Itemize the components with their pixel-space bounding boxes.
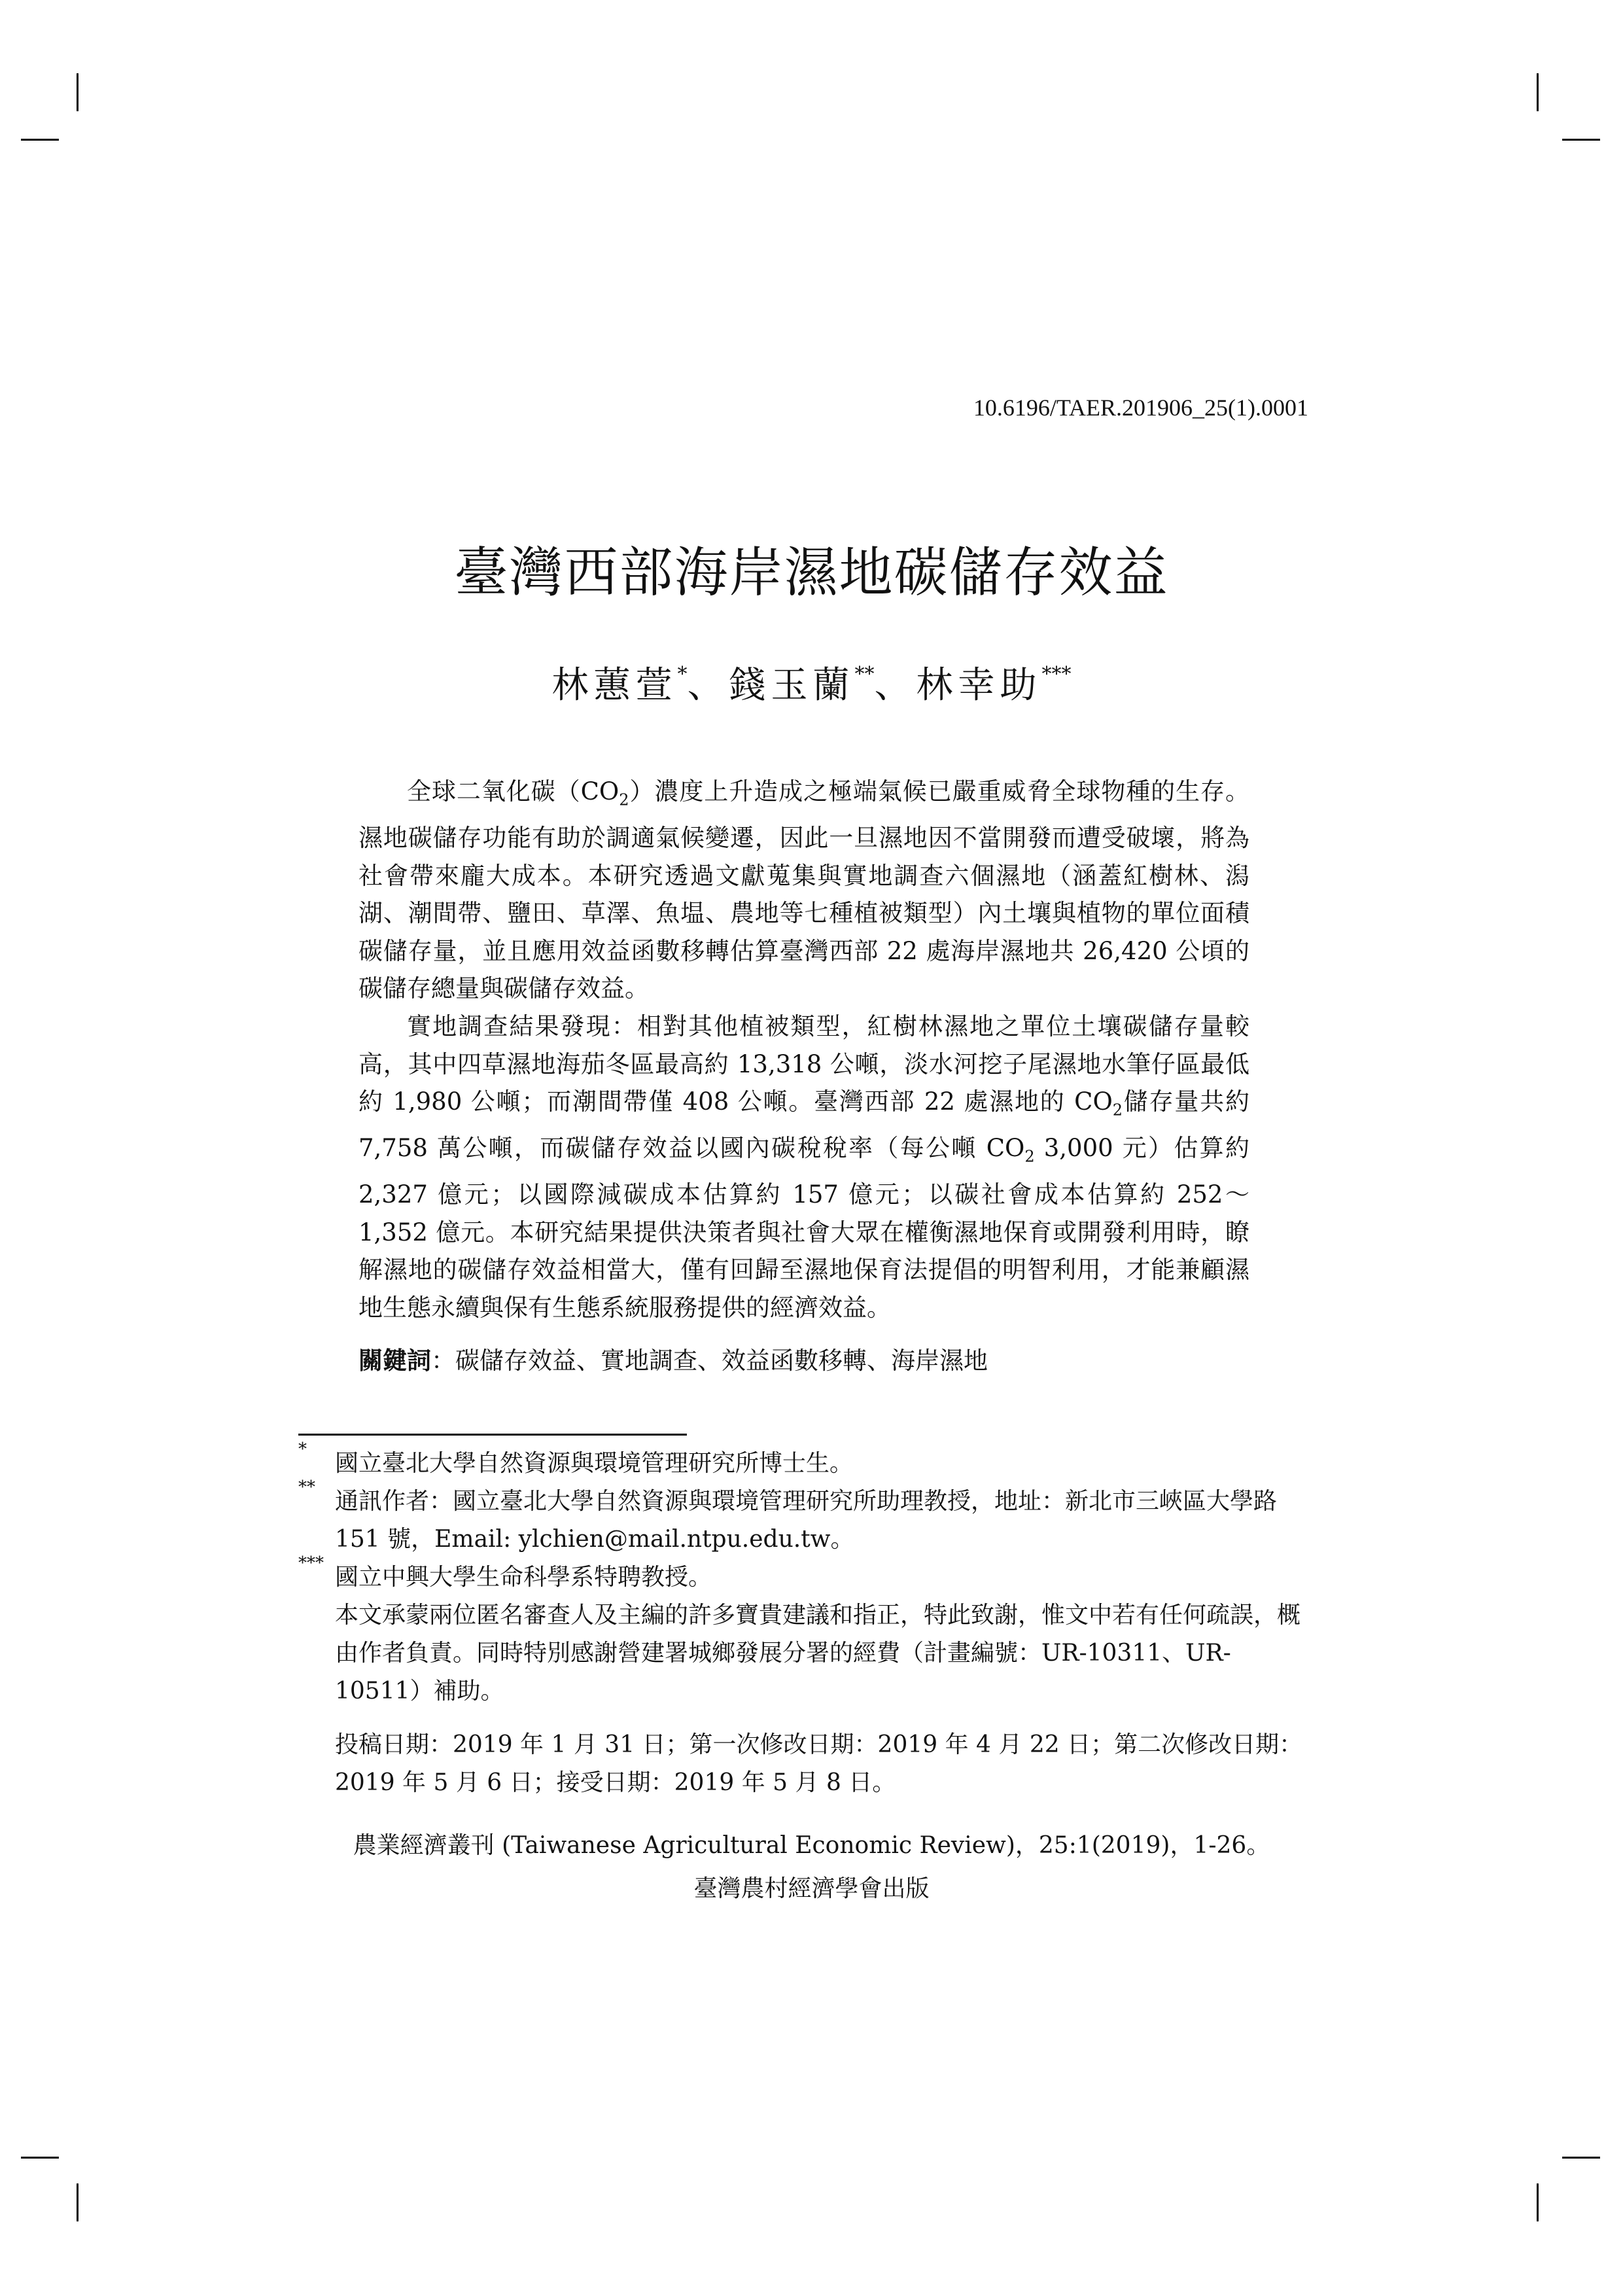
subscript: 2 xyxy=(1112,1101,1123,1120)
keywords-label: 關鍵詞 xyxy=(358,1347,431,1375)
keywords-text: ：碳儲存效益、實地調查、效益函數移轉、海岸濕地 xyxy=(431,1347,988,1375)
doi[interactable]: 10.6196/TAER.201906_25(1).0001 xyxy=(973,395,1308,421)
footnote-mark: ** xyxy=(298,1477,315,1497)
footnotes xyxy=(298,1439,1314,1802)
crop-mark-top-left-vertical xyxy=(77,73,79,111)
abstract-paragraph xyxy=(358,1008,1249,1327)
abstract-text: 儲存量共約 7,758 萬公噸，而碳儲存效益以國內碳稅稅率（每公噸 CO xyxy=(358,1087,1250,1163)
footnote xyxy=(298,1553,1314,1597)
footnote xyxy=(298,1439,1314,1483)
subscript: 2 xyxy=(1024,1147,1035,1166)
abstract-text: 3,000 元）估算約 2,327 億元；以國際減碳成本估算約 157 億元；以碳社會成本估算約 252～1,352 億元。本研究結果提供決策者與社會大眾在權衡濕地保育或開發利用時，瞭解濕地的碳儲存效益相當大，僅有回歸至濕地保育法提倡的明智利用，才能兼顧濕地生態永續與保有生態系統服務提供的經濟效益。 xyxy=(358,1134,1249,1322)
author-name: 林蕙萱 xyxy=(551,664,678,707)
crop-mark-bottom-left-horizontal xyxy=(21,2157,59,2159)
abstract xyxy=(358,773,1249,1380)
footnote-divider xyxy=(298,1434,687,1436)
footnote-text: 國立臺北大學自然資源與環境管理研究所博士生。 xyxy=(335,1450,854,1477)
keywords xyxy=(358,1342,1249,1380)
submission-dates: 投稿日期：2019 年 1 月 31 日；第一次修改日期：2019 年 4 月 22 日；第二次修改日期：2019 年 5 月 6 日；接受日期：2019 年 5 月 8 日。 xyxy=(335,1731,1303,1796)
footnote-text: 通訊作者：國立臺北大學自然資源與環境管理研究所助理教授，地址：新北市三峽區大學路 151 號，Email: ylchien@mail.ntpu.edu.tw。 xyxy=(335,1488,1278,1553)
author-footnote-mark[interactable]: *** xyxy=(1041,663,1072,686)
author-list xyxy=(0,656,1623,709)
subscript: 2 xyxy=(619,790,629,809)
author-name: 錢玉蘭 xyxy=(729,664,855,707)
footnote-text: 國立中興大學生命科學系特聘教授。 xyxy=(335,1564,712,1591)
crop-mark-top-left-horizontal xyxy=(21,139,59,141)
abstract-text: 全球二氧化碳（CO xyxy=(407,777,620,805)
footnote xyxy=(298,1477,1314,1559)
crop-mark-top-right-horizontal xyxy=(1562,139,1600,141)
journal-citation: 農業經濟叢刊 (Taiwanese Agricultural Economic Review)，25:1(2019)，1-26。 xyxy=(353,1832,1270,1859)
abstract-text: ）濃度上升造成之極端氣候已嚴重威脅全球物種的生存。濕地碳儲存功能有助於調適氣候變遷，因此一旦濕地因不當開發而遭受破壞，將為社會帶來龐大成本。本研究透過文獻蒐集與實地調查六個濕地（涵蓋紅樹林、潟湖、潮間帶、鹽田、草澤、魚塭、農地等七種植被類型）內土壤與植物的單位面積碳儲存量，並且應用效益函數移轉估算臺灣西部 22 處海岸濕地共 26,420 公頃的碳儲存總量與碳儲存效益。 xyxy=(358,777,1250,1003)
crop-mark-top-right-vertical xyxy=(1537,73,1539,111)
publisher: 臺灣農村經濟學會出版 xyxy=(693,1875,930,1902)
author-footnote-mark[interactable]: ** xyxy=(854,663,875,686)
crop-mark-bottom-left-vertical xyxy=(77,2183,79,2221)
abstract-paragraph xyxy=(358,773,1249,1008)
author-separator: 、 xyxy=(874,664,916,707)
abstract-text: 實地調查結果發現：相對其他植被類型，紅樹林濕地之單位土壤碳儲存量較高，其中四草濕地海茄冬區最高約 13,318 公噸，淡水河挖子尾濕地水筆仔區最低約 1,980 公噸；而潮間帶僅 408 公噸。臺灣西部 22 處濕地的 CO xyxy=(358,1012,1249,1116)
author-name: 林幸助 xyxy=(916,664,1042,707)
acknowledgement: 本文承蒙兩位匿名審查人及主編的許多寶貴建議和指正，特此致謝，惟文中若有任何疏誤，概由作者負責。同時特別感謝營建署城鄉發展分署的經費（計畫編號：UR-10311、UR-10511）補助。 xyxy=(335,1602,1301,1704)
footnote-mark: * xyxy=(298,1439,307,1459)
crop-mark-bottom-right-vertical xyxy=(1537,2183,1539,2221)
author-separator: 、 xyxy=(687,664,729,707)
footnote-mark: *** xyxy=(298,1553,324,1573)
page-title: 臺灣西部海岸濕地碳儲存效益 xyxy=(454,542,1169,604)
crop-mark-bottom-right-horizontal xyxy=(1562,2157,1600,2159)
author-footnote-mark[interactable]: * xyxy=(677,663,688,686)
